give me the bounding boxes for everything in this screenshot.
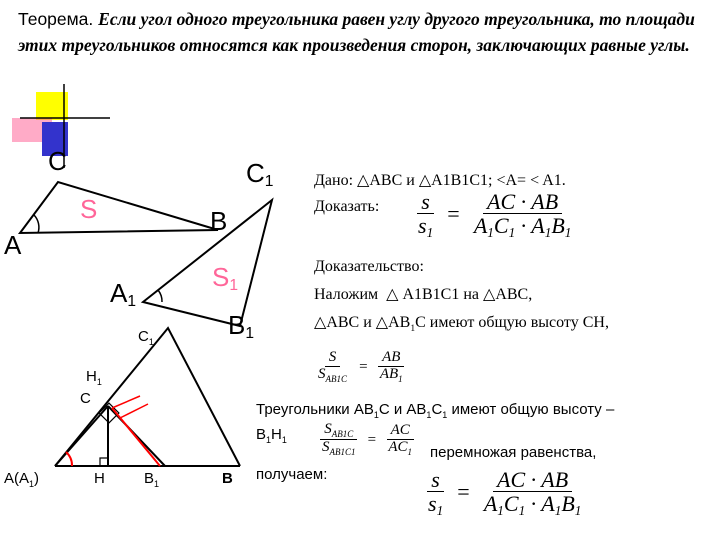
- figure1-label-c1: $C_1$: [246, 158, 274, 190]
- triangle-icon: △: [483, 286, 496, 303]
- proof-line2: △ABC и $\triangle AB_1C$ имеют общую высоту CH,: [314, 314, 609, 334]
- ratio-1: $\frac{S}{S_{AB1C}}$ = $\frac{AB}{AB_1}$: [318, 349, 403, 384]
- given-triangle1: ABC и: [369, 172, 415, 189]
- figure2-label-c1: $C_1$: [138, 328, 154, 347]
- given-line: [314, 170, 566, 190]
- figure2-label-b1: $B_1$: [144, 470, 160, 489]
- figure1-triangle-abc: [20, 182, 218, 233]
- formula-main-top: $\frac{s}{s_1}$ = $\frac{AC \cdot AB}{A_1C_1 \cdot A_1B_1}$: [418, 189, 572, 241]
- yellow-square: [36, 92, 68, 120]
- figure2-label-b: B: [222, 470, 233, 487]
- figure1-label-a: A: [4, 230, 22, 260]
- theorem-body: Если угол одного треугольника равен углу другого треугольника, то площади этих треугольников относятся как произведения сторон, заключающих равные углы.: [18, 9, 695, 55]
- result-label: получаем:: [256, 466, 328, 483]
- figure1-label-b1: $B_1$: [228, 310, 255, 342]
- proof-line3: Треугольники $AB_1C$ и $AB_1C_1$ имеют общую высоту – $B_1H_1$: [256, 401, 615, 445]
- multiply-note: перемножая равенства,: [430, 444, 597, 461]
- given-triangle2: A1B1C1;: [431, 172, 493, 189]
- figure2-label-aa1: $A(A_1)$: [4, 470, 40, 489]
- triangle-icon: △: [418, 172, 432, 189]
- triangle-icon: △: [375, 314, 389, 331]
- figure1-triangle-a1b1c1: [143, 200, 272, 326]
- figure1-label-a1: $A_1$: [110, 278, 137, 310]
- figure1-label-b: B: [210, 206, 228, 236]
- triangle-icon: △: [357, 172, 370, 189]
- triangle-icon: △: [314, 314, 327, 331]
- figure1-label-c: C: [48, 146, 67, 176]
- figure1-label-s1: $S_1$: [212, 262, 239, 294]
- triangle-icon: △: [382, 286, 403, 303]
- figure2-label-c: C: [80, 390, 91, 407]
- given-label: Дано:: [314, 172, 354, 189]
- formula-main-bottom: $\frac{s}{s_1}$ = $\frac{AC \cdot AB}{A_1C_1 \cdot A_1B_1}$: [428, 467, 582, 519]
- ratio-2: $\frac{S_{AB1C}}{S_{AB1C1}}$ = $\frac{AC}{AC_1}$: [322, 421, 412, 458]
- theorem-head: Теорема.: [18, 9, 94, 29]
- proof-title: Доказательство:: [314, 258, 424, 275]
- prove-label: Доказать:: [314, 198, 380, 215]
- figure2-label-h1: $H_1$: [86, 368, 102, 387]
- figure1-label-s: S: [80, 194, 98, 224]
- figure2-label-h: H: [94, 470, 105, 487]
- given-angles: <A= < A1.: [496, 172, 566, 189]
- proof-line1: Наложим △ A1B1C1 на △ABC,: [314, 286, 533, 303]
